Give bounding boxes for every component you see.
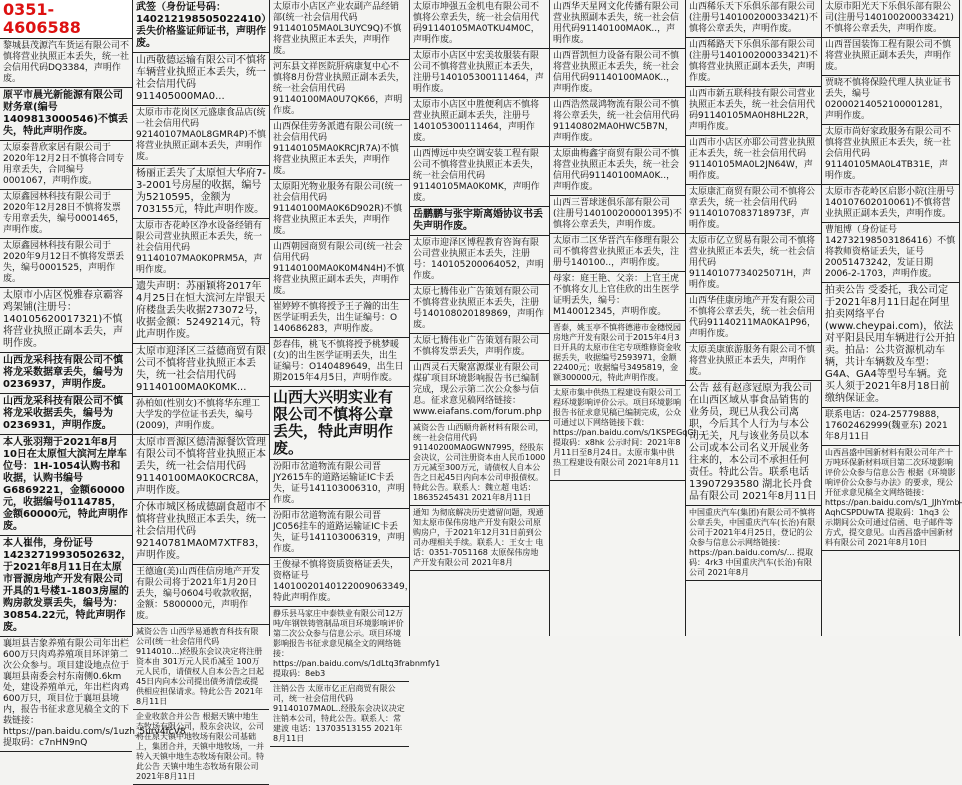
notice-item: 山西市新五联科技有限公司营业执照正本丢失，统一社会信用代码91140105MA0H8HL22R，声明作废。	[686, 87, 821, 136]
notice-item: 黎城县茂源汽车货运有限公司不慎将营业执照正本丢失，统一社会信用代码DQ3384，声明作废。	[0, 39, 132, 88]
notice-item: 汾阳市岔道物流有限公司晋JC056挂车的道路运输证IC卡丢失，证号141103006319，声明作废。	[270, 509, 409, 558]
notice-column-c1	[0, 0, 186, 748]
notice-item: 中国重庆汽车(集团)有限公司不慎将公章丢失，中国重庆汽车(长治)有限公司于2021年4月25日，登记的公众参与信息公示网络链接：https://pan.baidu.com/s/... 提取码：4rk3 中国重庆汽车(长治)有限公司 2021年8月	[686, 506, 821, 581]
notice-column-c2	[133, 0, 272, 781]
notice-item: 贾晓不慎将保险代理人执业证书丢失，编号02000214052100001281，声明作废。	[822, 76, 959, 125]
notice-item: 太原市小店区中胜便利店不慎将营业执照正副本丢失，注册号140105300111464，声明作废。	[410, 98, 549, 147]
notice-item: 杨丽正丢失了太原恒大华府7-3-2001号房屋的收据，编号为5210595，金额为703155元，特此声明作废。	[133, 166, 269, 219]
notice-item: 武签（身份证号码：140212198505022410）丢失价格鉴证师证书，声明作废。	[133, 0, 269, 53]
notice-item: 王俊禄不慎将资质资格证丢失，资格证号 14010020140122009063349，特此声明作废。	[270, 558, 409, 607]
notice-item: 遗失声明：苏丽颖将2017年4月25日在恒大滨河左岸银天府楼盘丢失收据273072号，收据金额：5249214元，特此声明作废。	[133, 279, 269, 344]
notice-item: 晋泰，姚玉亭不慎将德港市金穗悦园房地产开发有限公司于2015年4月3日开具的太原市住宅专项维修资金收据丢失，收据编号2593971，金额22400元；收据编号3495819，金额300000元，特此声明作废。	[550, 321, 685, 386]
notice-item: 山西市小店区亦耶公司营业执照正本丢失，统一社会信用代码91140105MA0L2JN64W，声明作废。	[686, 136, 821, 185]
notice-item: 太原鑫园林科技有限公司于2020年9月12日不慎将发票丢失，编号0001525，声明作废。	[0, 239, 132, 288]
notice-item: 岳鹏鹏与张宇斯离婚协议书丢失声明作废。	[410, 207, 549, 236]
notice-item: 山西稀路天下乐俱乐部有限公司(注册号140100200033421)不慎将营业执照正副本丢失，声明作废。	[686, 38, 821, 87]
notice-column-c7	[822, 0, 960, 636]
notice-item: 减资公告 山西学易通教育科技有限公司(统一社会信用代码 9114010...)经股东会议决定将注册资本由 301万元人民币减至 100万元人民币，请债权人自本公告之日起45日内向本公司提出债务清偿或提供相应担保请求。特此公告 2021年8月11日	[133, 625, 269, 710]
notice-item: 太原泰普欣家居有限公司于2020年12月2日不慎将合同专用章丢失，合同编号0001067，声明作废。	[0, 141, 132, 190]
notice-item: 襄垣县吉象养殖有限公司年出栏600万只肉鸡养殖项目环评第二次公众参与。项目建设地点位于襄垣县南委会村东南侧0.6km处，建设养殖单元，年出栏肉鸡600万只，项目位于襄垣县境内，报告书征求意见稿全文的下载链接：https://pan.baidu.com/s/1uzh_5urv4fcV8 提取码：c7nHN9nQ	[0, 637, 132, 752]
notice-column-c6	[686, 0, 822, 636]
notice-item: 太原市二区华晋汽车修理有限公司不慎将营业执照正本丢失，注册号140100..，声明作废。	[550, 234, 685, 272]
notice-item: 孙柏如(性别女)不慎将华东理工大学发的学位证书丢失，编号(2009)，声明作废。	[133, 397, 269, 435]
notice-item: 太原市尚好家政服务有限公司不慎将营业执照正本丢失，统一社会信用代码91140105MA0L4TB31E，声明作废。	[822, 125, 959, 185]
notice-item: 太原康汇商贸有限公司不慎将公章丢失，统一社会信用代码91140107083718973F，声明作废。	[686, 185, 821, 234]
notice-item: 太原市小店区产业农副产品经销部(统一社会信用代码91140105MA0L3UYC9Q)不慎将营业执照正本丢失，声明作废。	[270, 0, 409, 60]
notice-item: 太原市市花岗区元盛康食品店(统一社会信用代码92140107MA0L8GMR4P)不慎将营业执照正副本丢失，声明作废。	[133, 106, 269, 166]
notice-item: 太原市阳光天下乐俱乐部有限公司(注册号140100200033421)不慎将公章丢失，声明作废。	[822, 0, 959, 38]
notice-item: 山西晋国装饰工程有限公司不慎将营业执照正副本丢失，声明作废。	[822, 38, 959, 76]
notice-item: 山西保佳劳务派遣有限公司(统一社会信用代码91140105MA0KRCJR7A)不慎将营业执照正本丢失，声明作废。	[270, 120, 409, 180]
notice-item: 太原市坤强五金机电有限公司不慎将公章丢失，统一社会信用代码91140105MA0TKU4M0C，声明作废。	[410, 0, 549, 49]
notice-item: 本人崔伟，身份证号14232719930502632，于2021年8月11日在太原市晋源房地产开发有限公司开具的1号楼1-1803房屋的购房款发票丢失，编号为：30854.22元，特此声明作废。	[0, 536, 132, 637]
notice-column-c4	[410, 0, 550, 636]
notice-item: 联系电话：024-25779888，17602462999(魏亚东) 2021年8月11日	[822, 408, 959, 446]
notice-item: 山西博远中央空调安装工程有限公司不慎将营业执照正本丢失，统一社会信用代码91140105MA0K0MK，声明作废。	[410, 147, 549, 207]
notice-column-c5	[550, 0, 704, 636]
notice-item: 山西晋凯恒力设备有限公司不慎将营业执照正本丢失，统一社会信用代码91140100MA0K..，声明作废。	[550, 49, 685, 98]
notice-item: 减资公告 山西顺舟新材料有限公司，统一社会信用代码91140200MA0GWN7995，经股东会决议，公司注册资本由人民币1000万元减至300万元，请债权人自本公告之日起45日内向本公司申报债权。特此公告。联系人：魏立超 电话：18635245431 2021年8月11日	[410, 421, 549, 506]
notice-item: 山西敬德运输有限公司不慎将车辆营业执照正本丢失，统一社会信用代码911405000MA0...	[133, 53, 269, 106]
notice-item: 山西龙采科技有限公司不慎将龙采数据章丢失，编号为0236937，声明作废。	[0, 353, 132, 394]
notice-item: 太原市集中供热工程建设有限公司工程环境影响评价公示。项目环境影响报告书征求意见稿已编制完成，公众可通过以下网络链接下载：https://pan.baidu.com/s/1KSPEGqGJ... 提取码：x8hk 公示时间：2021年8月11日至8月24日。太原市集中供热工程建设有限公司 2021年8月11日	[550, 386, 685, 481]
notice-item: 太原七腾伟业广告策划有限公司不慎将营业执照正本丢失，注册号140108020189869，声明作废。	[410, 285, 549, 334]
notice-item: 山西大兴明实业有限公司不慎将公章丢失，特此声明作废。	[270, 387, 409, 460]
notice-item: 通知 为彻底解决历史遗留问题，现通知太原市保伟房地产开发有限公司原购房户，于2021年12月31日前到公司办理相关手续。联系人：王女士 电话：0351-7051168 太原保伟房地产开发有限公司 2021年8月	[410, 506, 549, 571]
notice-item: 本人张羽翔于2021年8月10日在太原恒大滨河左岸车位号：1H-1054认购书和收据，认购书编号G6869221，金额60000元，收据编号0114785，金额60000元，特此声明作废。	[0, 435, 132, 536]
notice-item: 山西昌盛中国新材料有限公司年产十万吨环保新材料项目第二次环境影响评价公众参与信息公告 根据《环境影响评价公众参与办法》的要求，现公开征求意见稿全文网络链接：https://pan.baidu.com/s/1_JJhYmb-AqhCSPDUwTA 提取码：1hq3 公示期间公众可通过信函、电子邮件等方式，提交意见。山西昌盛中国新材料有限公司 2021年8月10日	[822, 446, 959, 551]
notice-item: 汾阳市岔道物流有限公司晋JY2615车的道路运输证IC卡丢失，证号141103006310，声明作废。	[270, 460, 409, 509]
notice-item: 山西华天星网文化传播有限公司营业执照副本丢失，统一社会信用代码91140100MA0K..，声明作废。	[550, 0, 685, 49]
notice-item: 太原市亿立贸易有限公司不慎将营业执照正本丢失，统一社会信用代码91140107734025071H，声明作废。	[686, 234, 821, 294]
notice-item: 太原鑫园林科技有限公司于2020年12月28日不慎将发票专用章丢失，编号0001465，声明作废。	[0, 190, 132, 239]
notice-item: 太原市小店区中宏美妆服装有限公司不慎将营业执照正本丢失，注册号140105300111464，声明作废。	[410, 49, 549, 98]
notice-item: 静乐县马家庄中泰铁业有限公司12万吨/年钢铁铸管制品项目环境影响评价第二次公众参与信息公示。项目环境影响报告书征求意见稿全文的网络链接：https://pan.baidu.com/s/1dLtq3frabnmfy1 提取码：8eb3	[270, 607, 409, 682]
notice-item: 太原阳光物业服务有限公司(统一社会信用代码91140100MA0K6D902R)不慎将营业执照正本丢失，声明作废。	[270, 180, 409, 240]
notice-item: 太原市小店区悦雅春京霸容鸡架铺(注册号：140105620017321)不慎将营业执照正副本丢失，声明作废。	[0, 288, 132, 353]
notice-item: 注销公告 太原市亿正启商贸有限公司，统一社会信用代码 91140107MA0L..经股东会决议决定注销本公司，特此公告。联系人：常建波 电话：13703513155 2021年8月11日	[270, 682, 409, 747]
notice-item: 山西灵石天聚富源煤业有限公司煤矿项目环境影响报告书已编制完成，现公示第二次公众参与信息。征求意见稿网络链接：www.eiafans.com/forum.php	[410, 361, 549, 421]
notice-item: 企业收款合并公告 根据天镇中地生态牧场有限公司，股东会决议，公司将在原天镇中地牧场有限公司基础上，集团合并，天镇中地牧场，一并转入天镇中地生态牧场有限公司。特此公告 天镇中地生态牧场有限公司 2021年8月11日	[133, 710, 269, 785]
notice-item: 王德逾(美)山西佳信房地产开发有限公司将于2021年1月20日丢失，编号0604号收款收据，金额：5800000元，声明作废。	[133, 565, 269, 625]
notice-item: 太原曲梅鑫宇商贸有限公司不慎将营业执照正本丢失，统一社会信用代码91140100MA0K..，声明作废。	[550, 147, 685, 196]
notice-item: 太原美康旅游服务有限公司不慎将营业执照正本丢失，声明作废。	[686, 343, 821, 381]
notice-item: 太原市晋源区德清源餐饮管理有限公司不慎将营业执照正本丢失，统一社会信用代码91140100MA0K0CRC8A，声明作废。	[133, 435, 269, 500]
notice-item: 山西朝园商贸有限公司(统一社会信用代码91140100MA0K0M4N4H)不慎将营业执照正副本丢失，声明作废。	[270, 240, 409, 300]
notice-item: 太原市杏花岭区净水设备经销有限公司营业执照正本丢失，统一社会信用代码91140107MA0K0PRM5A，声明作废。	[133, 219, 269, 279]
header-phone: 0351-4606588	[0, 0, 132, 39]
notice-item: 山西稀乐天下乐俱乐部有限公司(注册号140100200033421)不慎将公章丢失，声明作废。	[686, 0, 821, 38]
notice-item: 河东县文祥医院肝病康复中心不慎将8月份营业执照正副本丢失，统一社会信用代码91140100MA0U7QK66，声明作废。	[270, 60, 409, 120]
notice-item: 彭春伟，桃飞不慎将授予桃梦暖(女)的出生医学证明丢失，出生证编号：O140489649，出生日期2015年4月5日，声明作废。	[270, 338, 409, 387]
notice-item: 太原七腾伟业广告策划有限公司不慎将发票丢失，声明作废。	[410, 334, 549, 361]
notice-item: 介休市城区杨成德副食超市不慎将营业执照正本丢失，统一社会信用代码92140781MA0M7XTF83，声明作废。	[133, 500, 269, 565]
notice-item: 母家：庭王艳、父亲：上官王虎不慎将女儿上官佳欣的出生医学证明丢失，编号：M140012345，声明作废。	[550, 272, 685, 321]
notice-item: 太原市迎泽区三益德商贸有限公司不慎将营业执照正本丢失，统一社会信用代码91140100MA0K0MK...	[133, 344, 269, 397]
notice-item: 曹旭博（身份证号142732198503186416）不慎将教师资格证丢失，证号20051473242，发证日期2006-2-1703，声明作废。	[822, 223, 959, 283]
notice-item: 山西龙采科技有限公司不慎将龙采收据丢失，编号为0236931，声明作废。	[0, 394, 132, 435]
notice-item: 山西三晋球迷俱乐部有限公司(注册号140100200001395)不慎将公章丢失，声明作废。	[550, 196, 685, 234]
notice-item: 拍卖公告 受委托，我公司定于2021年8月11日起在阿里拍卖网络平台(www.cheypai.com)，依法对平阳县民用车辆进行公开拍卖。拍品：公共资源机动车辆，共计车辆数及车型：G4A、GA4等型号车辆。竞买人须于2021年8月18日前缴纳保证金。	[822, 283, 959, 408]
notice-item: 太原市迎泽区博程教育咨询有限公司营业执照正本丢失，注册号：140105200064052，声明作废。	[410, 236, 549, 285]
notice-item: 原平市晨光新能源有限公司财务章(编号1409813000546)不慎丢失，特此声明作废。	[0, 88, 132, 141]
notice-item: 山西华佳康房地产开发有限公司不慎将公章丢失，统一社会信用代码91140211MA0KA1P96，声明作废。	[686, 294, 821, 343]
notice-item: 崔婷婷不慎将授予王子瀚的出生医学证明丢失，出生证编号：O 140686283，声明作废。	[270, 300, 409, 338]
notice-item: 太原市杏花岭区启影小院(注册号140107602010061)不慎将营业执照正副本丢失，声明作废。	[822, 185, 959, 223]
notice-item: 山西浩然晟鸿物流有限公司不慎将公章丢失，统一社会信用代码91140802MA0HWC5B7N，声明作废。	[550, 98, 685, 147]
notice-column-c3	[270, 0, 441, 743]
notice-item: 公告 兹有赵彦冠原为我公司在山西区域从事食品销售的业务员，现已从我公司离职，今后其个人行为与本公司无关，凡与该业务员以本公司或本公司名义开展业务往来的，本公司不承担任何责任。特此公告。联系电话13907293580 湖北长丹食品有限公司 2021年8月11日	[686, 381, 821, 506]
